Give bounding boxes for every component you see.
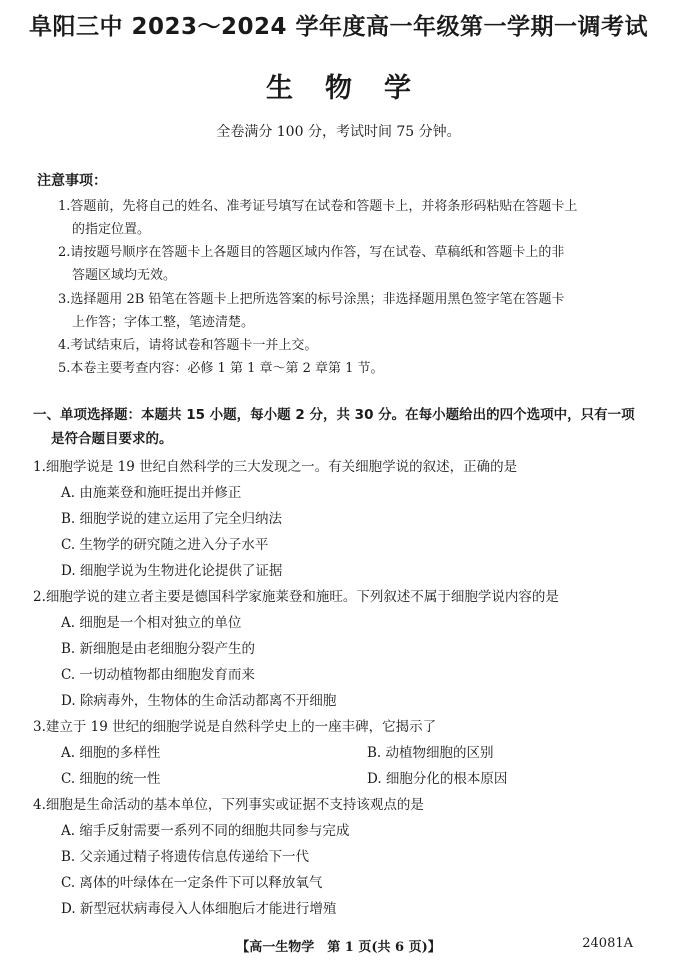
notice-line: 4.考试结束后，请将试卷和答题卡一并上交。	[58, 338, 318, 353]
question-option: A. 细胞是一个相对独立的单位	[61, 615, 242, 631]
question-option: C. 细胞的统一性	[61, 771, 161, 787]
notice-line: 2.请按题号顺序在答题卡上各题目的答题区域内作答，写在试卷、草稿纸和答题卡上的非	[58, 245, 565, 260]
page-footer: 【高一生物学 第 1 页(共 6 页)】	[236, 940, 441, 955]
notice-line: 的指定位置。	[72, 222, 151, 237]
section-heading: 一、单项选择题：本题共 15 小题，每小题 2 分，共 30 分。在每小题给出的四个选项中，只有一项	[33, 407, 635, 423]
question-option: C. 离体的叶绿体在一定条件下可以释放氧气	[61, 875, 323, 891]
question-option: A. 缩手反射需要一系列不同的细胞共同参与完成	[61, 823, 350, 839]
section-heading-cont: 是符合题目要求的。	[51, 431, 173, 447]
question-option: C. 生物学的研究随之进入分子水平	[61, 537, 269, 553]
notice-line: 答题区域均无效。	[72, 268, 177, 283]
question-option: B. 细胞学说的建立运用了完全归纳法	[61, 511, 283, 527]
question-option: A. 细胞的多样性	[61, 745, 161, 761]
notice-line: 上作答；字体工整，笔迹清楚。	[72, 315, 255, 330]
question-option: D. 除病毒外，生物体的生命活动都离不开细胞	[61, 693, 337, 709]
question-stem: 4.细胞是生命活动的基本单位，下列事实或证据不支持该观点的是	[33, 797, 424, 813]
question-option: B. 父亲通过精子将遗传信息传递给下一代	[61, 849, 310, 865]
question-option: D. 细胞分化的根本原因	[367, 771, 508, 787]
question-option: D. 细胞学说为生物进化论提供了证据	[61, 563, 283, 579]
notice-line: 5.本卷主要考查内容：必修 1 第 1 章～第 2 章第 1 节。	[58, 361, 384, 376]
question-option: B. 新细胞是由老细胞分裂产生的	[61, 641, 256, 657]
notice-line: 3.选择题用 2B 铅笔在答题卡上把所选答案的标号涂黑；非选择题用黑色签字笔在答题卡	[58, 292, 565, 307]
notice-line: 1.答题前，先将自己的姓名、准考证号填写在试卷和答题卡上，并将条形码粘贴在答题卡上	[58, 199, 578, 214]
paper-code: 24081A	[582, 936, 633, 951]
question-stem: 1.细胞学说是 19 世纪自然科学的三大发现之一。有关细胞学说的叙述，正确的是	[33, 459, 518, 475]
question-option: B. 动植物细胞的区别	[367, 745, 494, 761]
question-stem: 2.细胞学说的建立者主要是德国科学家施莱登和施旺。下列叙述不属于细胞学说内容的是	[33, 589, 559, 605]
exam-title: 阜阳三中 2023～2024 学年度高一年级第一学期一调考试	[28, 14, 649, 40]
question-stem: 3.建立于 19 世纪的细胞学说是自然科学史上的一座丰碑，它揭示了	[33, 719, 437, 735]
subject-title: 生物学	[266, 73, 443, 104]
exam-info: 全卷满分 100 分，考试时间 75 分钟。	[216, 124, 461, 140]
question-option: D. 新型冠状病毒侵入人体细胞后才能进行增殖	[61, 901, 337, 917]
question-option: A. 由施莱登和施旺提出并修正	[61, 485, 242, 501]
notice-heading: 注意事项：	[37, 173, 107, 189]
question-option: C. 一切动植物都由细胞发育而来	[61, 667, 255, 683]
